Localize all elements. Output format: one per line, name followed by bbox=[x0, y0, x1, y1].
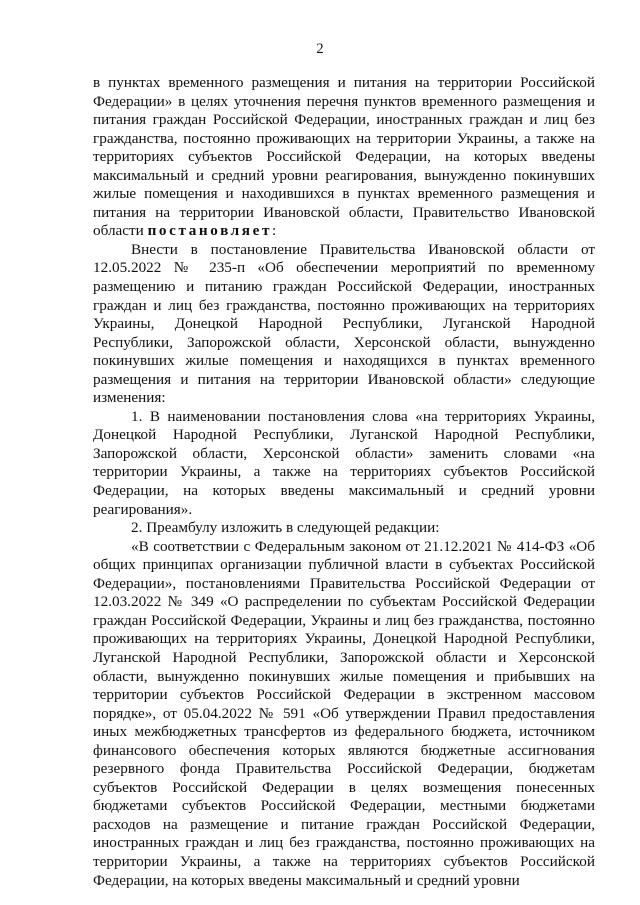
paragraph-item-2: 2. Преамбулу изложить в следующей редакции: bbox=[131, 519, 440, 537]
paragraph-preamble-continuation bbox=[93, 74, 595, 241]
page-number: 2 bbox=[316, 41, 324, 57]
paragraph-amendment-intro: Внести в постановление Правительства Ивановской области от 12.05.2022 № 235-п «Об обеспечении мероприятий по временному размещению и питанию граждан Российской Федерации, иностранных граждан и лиц без гражданства, постоянно проживающих на территориях Украины, Донецкой Народной Республики, Луганской Народной Республики, Запорожской области, Херсонской области, вынужденно покинувших жилые помещения и находящихся в пунктах временного размещения и питания на территории Ивановской области» следующие изменения: bbox=[93, 240, 595, 407]
preamble-text: в пунктах временного размещения и питания на территории Российской Федерации» в целях уточнения перечня пунктов временного размещения и питания граждан Российской Федерации, иностранных граждан и лиц без гражданства, постоянно проживающих на территории Украины, а также на территориях субъектов Российской Федерации, на которых введены максимальный и средний уровни реагирования, вынужденно покинувших жилые помещения и находившихся в пунктах временного размещения и питания на территории Ивановской области, Правительство Ивановской области bbox=[93, 74, 595, 240]
document-body bbox=[93, 74, 595, 890]
paragraph-new-preamble: «В соответствии с Федеральным законом от 21.12.2021 № 414-ФЗ «Об общих принципах организации публичной власти в субъектах Российской Федерации», постановлениями Правительства Российской Федерации от 12.03.2022 № 349 «О распределении по субъектам Российской Федерации граждан Российской Федерации, Украины и лиц без гражданства, постоянно проживающих на территориях Украины, Донецкой Народной Республики, Луганской Народной Республики, Запорожской области и Херсонской области, вынужденно покинувших жилые помещения и прибывших на территории субъектов Российской Федерации в экстренном массовом порядке», от 05.04.2022 № 591 «Об утверждении Правил предоставления иных межбюджетных трансфертов из федерального бюджета, источником финансового обеспечения которых являются бюджетные ассигнования резервного фонда Правительства Российской Федерации, бюджетам субъектов Российской Федерации в целях возмещения понесенных бюджетами субъектов Российской Федерации, местными бюджетами расходов на размещение и питание граждан Российской Федерации, иностранных граждан и лиц без гражданства, постоянно проживающих на территории Украины, а также на территориях субъектов Российской Федерации, на которых введены максимальный и средний уровни bbox=[93, 537, 595, 889]
resolves-keyword: постановляет bbox=[147, 222, 273, 240]
paragraph-item-1: 1. В наименовании постановления слова «на территориях Украины, Донецкой Народной Республики, Луганской Народной Республики, Запорожской области, Херсонской области» заменить словами «на территории Украины, а также на территориях субъектов Российской Федерации, на которых введены максимальный и средний уровни реагирования». bbox=[93, 407, 595, 518]
resolves-colon: : bbox=[272, 222, 277, 240]
